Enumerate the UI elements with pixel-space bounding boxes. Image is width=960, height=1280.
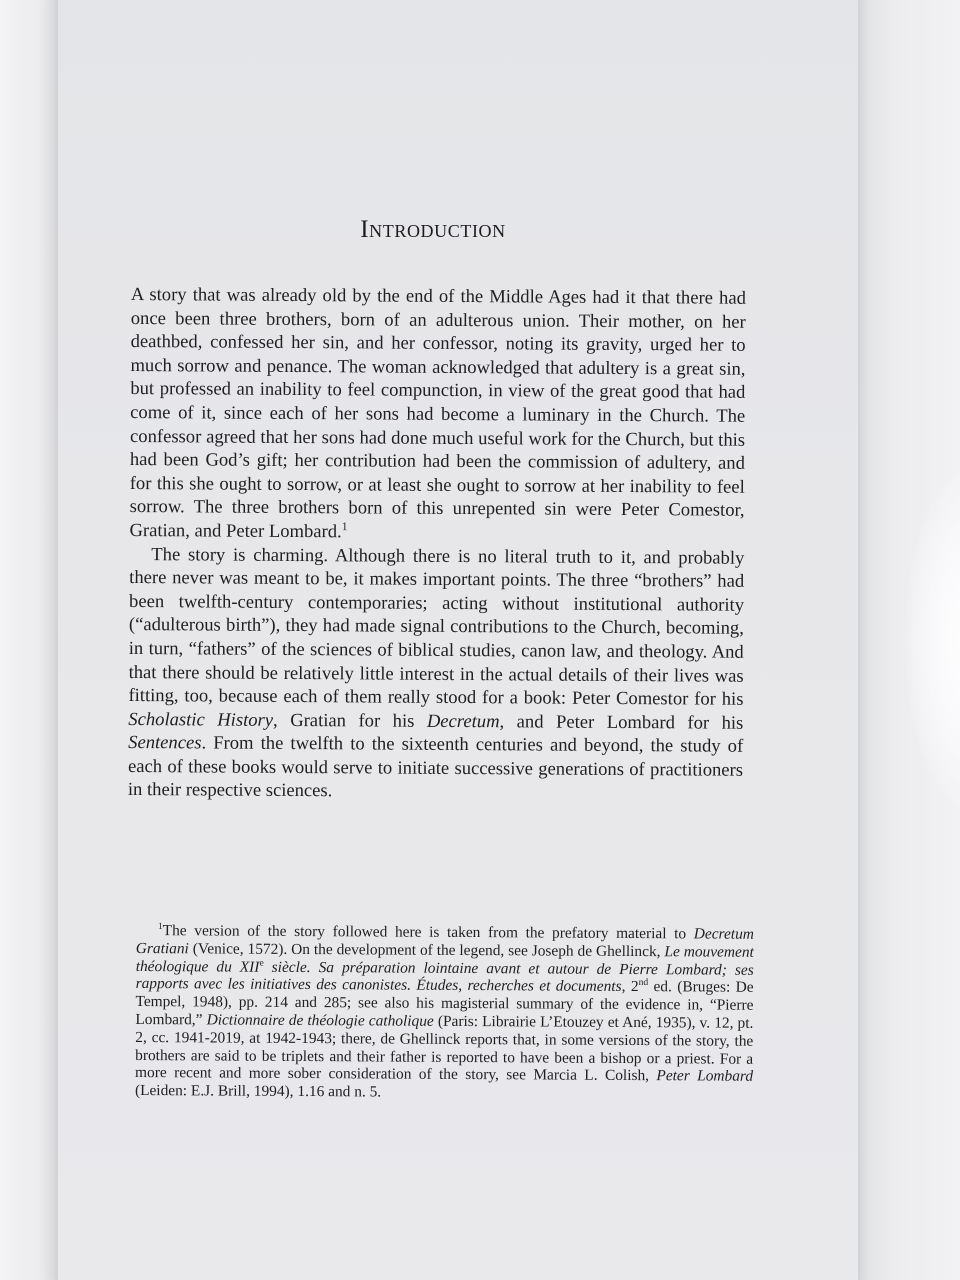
chapter-heading: Introduction: [360, 216, 506, 243]
superscript-mark: 1: [341, 521, 348, 534]
text-segment: The story is charming. Although there is no literal truth to it, and probably there never was meant to be, it makes important points. The three “brothers” had been twelfth-century contemporaries; acting without institutional authority (“adulterous birth”), they had made signal contributions to the Church, becoming, in turn, “fathers” of the sciences of biblical studies, canon law, and theology. And that there should be relatively little interest in the actual details of their lives was fitting, too, because each of them really stood for a book: Peter Comestor for his: [128, 543, 745, 710]
italic-text: Scholastic History: [128, 708, 274, 731]
text-segment: A story that was already old by the end of the Middle Ages had it that there had once been three brothers, born of an adulterous union. Their mother, on her deathbed, confessed her sin, and her confessor, noting its gravity, urged her to much sorrow and penance. The woman acknowledged that adultery is a great sin, but professed an inability to feel compunction, in view of the great good that had come of it, since each of her sons had become a luminary in the Church. The confessor agreed that her sons had done much useful work for the Church, but this had been God’s gift; her contribution had been the commission of adultery, and for this she ought to sorrow, or at least she ought to sorrow at her inability to feel sorrow. The three brothers born of this unrepented sin were Peter Comestor, Gratian, and Peter Lombard.: [129, 283, 746, 543]
italic-text: Peter Lombard: [656, 1067, 754, 1086]
text-segment: The version of the story followed here is taken from the prefatory material to: [162, 922, 694, 943]
text-segment: , Gratian for his: [273, 709, 427, 732]
text-segment: ed. (Bruges: De Tempel, 1948), pp. 214 and 285; see also his magisterial summary of the evidence in, “Pierre Lombard,”: [135, 978, 754, 1029]
text-segment: (Leiden: E.J. Brill, 1994), 1.16 and n. 5.: [134, 1082, 382, 1101]
footnote: [135, 922, 754, 1104]
italic-text: Sentences: [128, 732, 202, 754]
text-segment: , and Peter Lombard for his: [499, 710, 744, 734]
text-segment: (Venice, 1572). On the development of the legend, see Joseph de Ghellinck,: [188, 940, 665, 961]
superscript-mark: e: [259, 957, 264, 969]
italic-text: Decretum: [426, 710, 500, 732]
text-segment: (Paris: Librairie L’Etouzey et Ané, 1935), v. 12, pt. 2, cc. 1941-2019, at 1942-1943; there, de Ghellinck reports that, in some versions of the story, the brothers are said to be triplets and their father is reported to have been a bishop or a priest. For a more recent and more sober consideration of the story, see Marcia L. Colish,: [135, 1012, 754, 1085]
text-segment: . From the twelfth to the sixteenth centuries and beyond, the study of each of these books would serve to initiate successive generations of practitioners in their respective sciences.: [127, 732, 744, 802]
italic-text: Decretum Gratiani: [135, 925, 754, 958]
paragraph-2: [128, 543, 745, 806]
superscript-mark: nd: [638, 977, 649, 989]
footnote-text: [135, 922, 754, 1104]
body-text: [128, 283, 746, 806]
superscript-mark: 1: [157, 921, 163, 933]
text-segment: , 2: [621, 978, 639, 996]
italic-text: Le mouvement théologique du XII: [135, 943, 754, 976]
paragraph-1: [129, 283, 746, 546]
italic-text: siècle. Sa préparation lointaine avant et autour de Pierre Lombard; ses rapports avec les initiatives des canonistes. Études, recherches et documents: [135, 958, 754, 996]
italic-text: Dictionnaire de théologie catholique: [206, 1011, 434, 1030]
